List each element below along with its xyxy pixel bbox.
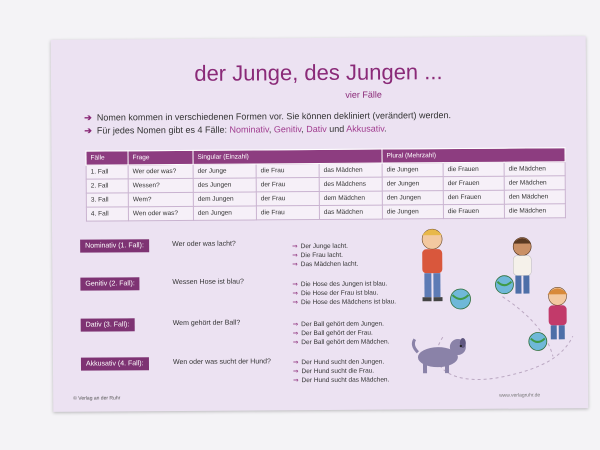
bullet-2 — [84, 122, 451, 138]
footer-url: www.verlagruhr.de — [499, 392, 541, 399]
cell-p3: die Mädchen — [504, 204, 565, 218]
sep-end: . — [384, 123, 387, 134]
girl-figure — [547, 287, 567, 339]
cell-p2: die Frauen — [443, 204, 504, 218]
header-plural: Plural (Mehrzahl) — [382, 148, 565, 163]
answers-dativ — [293, 320, 390, 348]
sep-1: , — [268, 124, 274, 135]
header-faelle: Fälle — [86, 151, 128, 165]
cell-p3: die Mädchen — [504, 162, 565, 176]
answer-line — [293, 376, 389, 386]
arrow-icon: ⇒ — [293, 377, 299, 385]
cell-p1: die Jungen — [382, 163, 443, 177]
answer-text: Der Ball gehört dem Jungen. — [301, 320, 384, 329]
header-singular: Singular (Einzahl) — [193, 149, 382, 164]
question-akkusativ: Wen oder was sucht der Hund? — [172, 358, 271, 367]
cell-s3: das Mädchen — [319, 205, 382, 219]
bullet-1-text: Nomen kommen in verschiedenen Formen vor. Sie können dekliniert (verändert) werden. — [96, 110, 452, 123]
cell-p3: den Mädchen — [504, 190, 565, 204]
answer-text: Der Ball gehört der Frau. — [301, 329, 373, 338]
cell-p3: der Mädchen — [504, 176, 565, 190]
arrow-icon: ⇒ — [292, 321, 299, 329]
answer-text: Das Mädchen lacht. — [300, 260, 359, 269]
boy-figure — [422, 229, 443, 301]
cell-s3: das Mädchen — [319, 163, 382, 177]
label-nominativ: Nominativ (1. Fall): — [80, 239, 149, 252]
arrow-icon: ⇒ — [292, 339, 299, 347]
answer-text: Die Hose des Jungen ist blau. — [300, 280, 388, 289]
arrow-icon: ⇒ — [292, 243, 298, 251]
cell-fall: 2. Fall — [86, 179, 128, 193]
bullet-2-text: Für jedes Nomen gibt es 4 Fälle: — [96, 124, 230, 136]
arrow-icon: ⇒ — [292, 330, 299, 338]
header-frage: Frage — [128, 150, 193, 164]
arrow-icon: ⇒ — [292, 299, 299, 307]
cell-p2: der Frauen — [443, 176, 504, 190]
label-dativ: Dativ (3. Fall): — [81, 318, 135, 331]
question-nominativ: Wer oder was lacht? — [172, 240, 236, 249]
cell-fall: 1. Fall — [86, 165, 128, 179]
cell-s1: der Junge — [193, 164, 256, 178]
answer-text: Die Hose des Mädchens ist blau. — [300, 298, 397, 307]
cases-table — [85, 147, 565, 221]
cell-frage: Wessen? — [128, 178, 193, 192]
intro-bullets — [84, 109, 451, 138]
answer-line — [293, 297, 397, 307]
cell-fall: 3. Fall — [86, 193, 128, 207]
term-genitiv: Genitiv — [273, 124, 302, 135]
cell-s2: der Frau — [256, 178, 319, 192]
cell-p1: die Jungen — [382, 205, 443, 219]
question-dativ: Wem gehört der Ball? — [172, 319, 241, 328]
question-genitiv: Wessen Hose ist blau? — [172, 278, 244, 287]
poster — [51, 36, 589, 412]
answer-text: Der Junge lacht. — [300, 242, 348, 251]
cell-s1: des Jungen — [193, 178, 256, 192]
answer-line — [293, 358, 389, 368]
cell-p1: den Jungen — [382, 191, 443, 205]
boy-figure — [513, 238, 531, 294]
cell-s2: die Frau — [256, 206, 319, 220]
answer-text: Der Hund sucht die Frau. — [301, 367, 375, 376]
page-subtitle: vier Fälle — [345, 89, 382, 100]
term-nominativ: Nominativ — [229, 124, 269, 135]
label-akkusativ: Akkusativ (4. Fall): — [81, 357, 149, 370]
arrow-icon: ➔ — [84, 112, 92, 123]
answers-nominativ — [292, 242, 358, 269]
cell-p1: der Jungen — [382, 177, 443, 191]
answer-line — [292, 260, 358, 269]
cell-s2: die Frau — [256, 164, 319, 178]
cell-frage: Wer oder was? — [128, 164, 193, 178]
arrow-icon: ⇒ — [292, 290, 298, 298]
term-akkusativ: Akkusativ — [346, 123, 385, 134]
page-title: der Junge, des Jungen ... — [194, 59, 443, 86]
table-row — [86, 204, 565, 221]
footer-publisher: © Verlag an der Ruhr — [73, 395, 121, 402]
answer-line — [292, 279, 396, 289]
cell-frage: Wen oder was? — [128, 206, 193, 220]
answer-text: Die Hose der Frau ist blau. — [300, 289, 379, 298]
cell-frage: Wem? — [128, 192, 193, 206]
answer-text: Der Hund sucht den Jungen. — [301, 358, 385, 367]
arrow-icon: ⇒ — [292, 281, 298, 289]
answer-line — [293, 338, 390, 348]
answer-line — [292, 242, 358, 251]
cell-s3: des Mädchens — [319, 177, 382, 191]
arrow-icon: ⇒ — [293, 368, 299, 376]
answer-text: Der Hund sucht das Mädchen. — [301, 376, 390, 385]
answers-genitiv — [292, 279, 396, 307]
cell-s2: der Frau — [256, 192, 319, 206]
sep-und: und — [326, 123, 347, 134]
term-dativ: Dativ — [306, 123, 327, 135]
arrow-icon: ⇒ — [292, 359, 299, 367]
answer-line — [293, 320, 390, 330]
dashed-path — [503, 296, 553, 356]
cell-s1: den Jungen — [193, 206, 256, 220]
cell-s1: dem Jungen — [193, 192, 256, 206]
bullet-1 — [84, 109, 451, 125]
cell-s3: dem Mädchen — [319, 191, 382, 205]
label-genitiv: Genitiv (2. Fall): — [80, 277, 139, 290]
answer-text: Die Frau lacht. — [300, 251, 343, 260]
arrow-icon: ⇒ — [292, 252, 298, 260]
answer-text: Der Ball gehört dem Mädchen. — [301, 338, 390, 347]
arrow-icon: ⇒ — [292, 261, 298, 269]
cell-p2: die Frauen — [443, 162, 504, 176]
answers-akkusativ — [293, 358, 389, 386]
answer-line — [292, 251, 358, 260]
cell-p2: den Frauen — [443, 190, 504, 204]
arrow-icon: ➔ — [84, 125, 92, 136]
sep-2: , — [301, 124, 307, 135]
cell-fall: 4. Fall — [86, 207, 128, 221]
children-illustration — [382, 226, 583, 392]
